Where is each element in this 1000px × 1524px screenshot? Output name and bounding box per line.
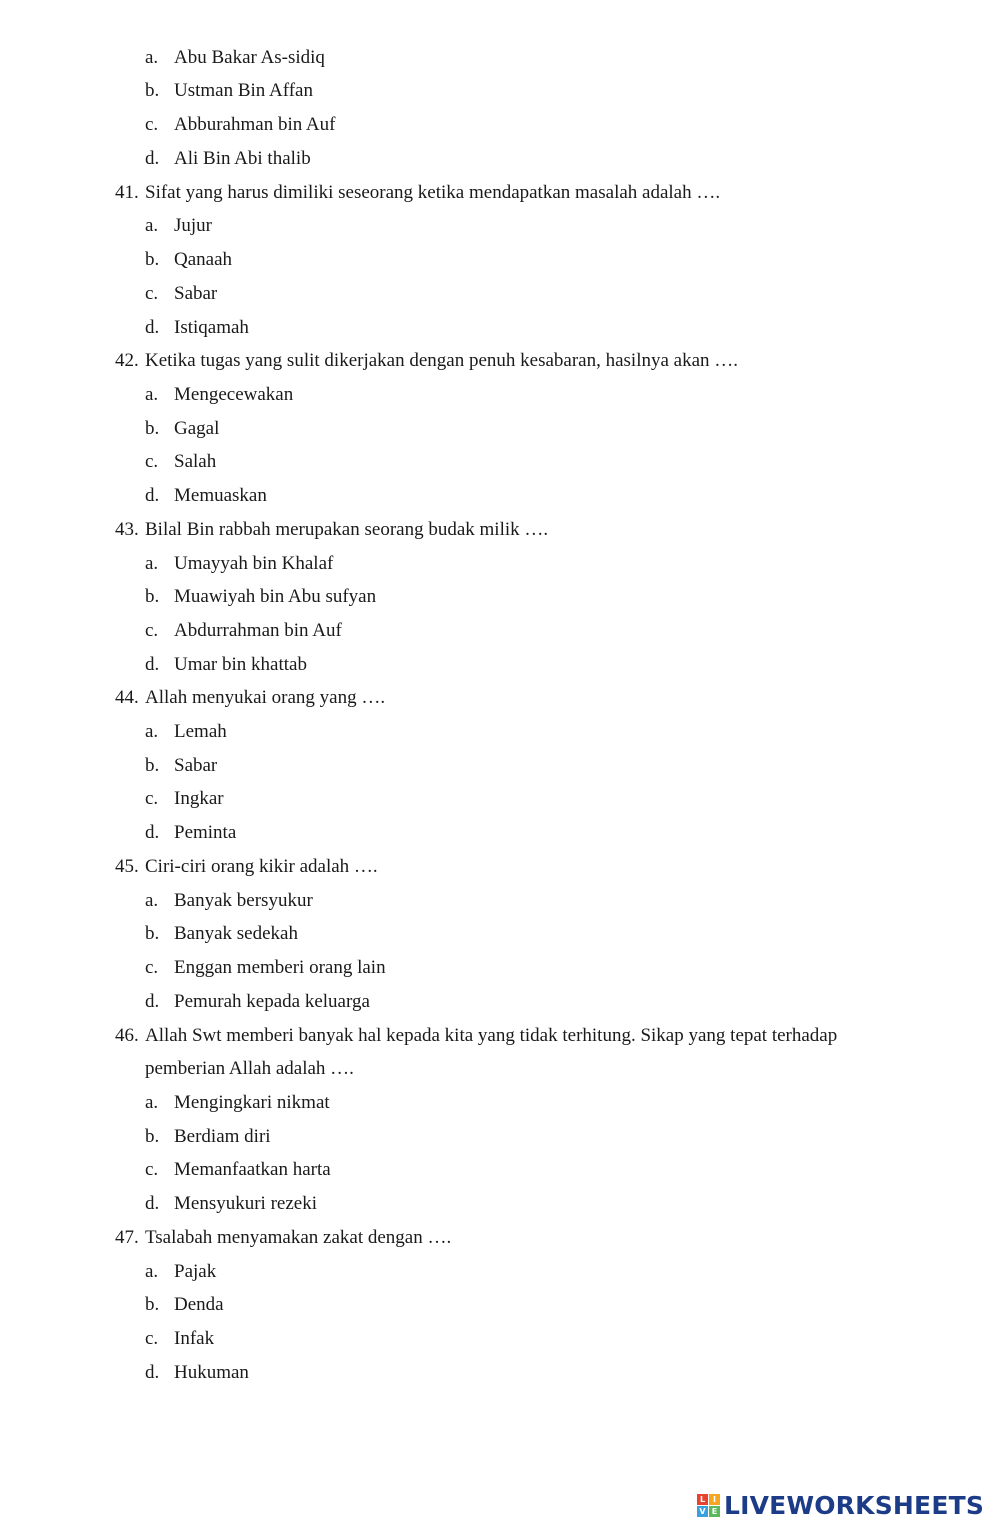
question-text: Ciri-ciri orang kikir adalah ….	[145, 856, 378, 877]
option-text: Umar bin khattab	[174, 654, 307, 675]
option-text: Enggan memberi orang lain	[174, 957, 386, 978]
option-text: Memanfaatkan harta	[174, 1159, 331, 1180]
option-letter: c.	[145, 451, 159, 472]
option-text: Mengecewakan	[174, 384, 294, 405]
option-letter: b.	[145, 755, 160, 776]
question-text-continuation: pemberian Allah adalah ….	[145, 1058, 354, 1079]
option-letter: b.	[145, 418, 160, 439]
option-text: Qanaah	[174, 249, 233, 270]
option-text: Abburahman bin Auf	[174, 114, 336, 135]
question-number: 45.	[115, 856, 139, 877]
option-letter: b.	[145, 1294, 160, 1315]
option-letter: a.	[145, 47, 159, 68]
option-text: Memuaskan	[174, 485, 267, 506]
option-letter: a.	[145, 890, 159, 911]
option-letter: c.	[145, 283, 159, 304]
option-letter: d.	[145, 1193, 160, 1214]
option-text: Salah	[174, 451, 217, 472]
option-text: Pajak	[174, 1261, 217, 1282]
option-letter: c.	[145, 1159, 159, 1180]
option-text: Mengingkari nikmat	[174, 1092, 330, 1113]
logo-tile: L	[697, 1494, 708, 1505]
option-letter: c.	[145, 620, 159, 641]
option-text: Infak	[174, 1328, 215, 1349]
option-text: Banyak sedekah	[174, 923, 298, 944]
option-text: Muawiyah bin Abu sufyan	[174, 586, 377, 607]
option-text: Jujur	[174, 215, 212, 236]
question-number: 47.	[115, 1227, 139, 1248]
option-letter: d.	[145, 1362, 160, 1383]
option-letter: b.	[145, 586, 160, 607]
option-letter: b.	[145, 923, 160, 944]
option-text: Hukuman	[174, 1362, 249, 1383]
question-number: 44.	[115, 687, 139, 708]
option-text: Denda	[174, 1294, 224, 1315]
option-letter: c.	[145, 1328, 159, 1349]
option-text: Berdiam diri	[174, 1126, 271, 1147]
option-letter: a.	[145, 553, 159, 574]
option-text: Banyak bersyukur	[174, 890, 313, 911]
option-letter: a.	[145, 1261, 159, 1282]
logo-tile: V	[697, 1506, 708, 1517]
option-text: Umayyah bin Khalaf	[174, 553, 334, 574]
option-letter: d.	[145, 654, 160, 675]
option-letter: c.	[145, 788, 159, 809]
question-text: Bilal Bin rabbah merupakan seorang budak milik ….	[145, 519, 549, 540]
question-number: 43.	[115, 519, 139, 540]
option-letter: c.	[145, 957, 159, 978]
option-letter: b.	[145, 249, 160, 270]
option-letter: a.	[145, 721, 159, 742]
option-letter: d.	[145, 317, 160, 338]
option-text: Abu Bakar As-sidiq	[174, 47, 325, 68]
question-text: Allah menyukai orang yang ….	[145, 687, 386, 708]
logo-tile: E	[709, 1506, 720, 1517]
option-letter: d.	[145, 485, 160, 506]
option-letter: a.	[145, 1092, 159, 1113]
option-letter: d.	[145, 148, 160, 169]
option-letter: a.	[145, 384, 159, 405]
question-number: 42.	[115, 350, 139, 371]
option-text: Sabar	[174, 755, 218, 776]
option-text: Ingkar	[174, 788, 224, 809]
option-text: Abdurrahman bin Auf	[174, 620, 342, 641]
question-text: Ketika tugas yang sulit dikerjakan dengan penuh kesabaran, hasilnya akan ….	[145, 350, 739, 371]
question-text: Sifat yang harus dimiliki seseorang ketika mendapatkan masalah adalah ….	[145, 182, 721, 203]
question-number: 46.	[115, 1025, 139, 1046]
liveworksheets-watermark	[697, 1488, 984, 1522]
option-letter: c.	[145, 114, 159, 135]
option-text: Sabar	[174, 283, 218, 304]
option-letter: d.	[145, 822, 160, 843]
option-text: Peminta	[174, 822, 237, 843]
option-letter: b.	[145, 80, 160, 101]
liveworksheets-logo-icon	[697, 1494, 720, 1517]
option-text: Lemah	[174, 721, 227, 742]
option-text: Mensyukuri rezeki	[174, 1193, 317, 1214]
option-letter: a.	[145, 215, 159, 236]
option-text: Pemurah kepada keluarga	[174, 991, 370, 1012]
option-text: Ali Bin Abi thalib	[174, 148, 311, 169]
option-text: Ustman Bin Affan	[174, 80, 313, 101]
option-letter: b.	[145, 1126, 160, 1147]
logo-tile: I	[709, 1494, 720, 1505]
option-letter: d.	[145, 991, 160, 1012]
question-number: 41.	[115, 182, 139, 203]
question-text: Allah Swt memberi banyak hal kepada kita yang tidak terhitung. Sikap yang tepat terhadap	[145, 1025, 838, 1046]
option-text: Istiqamah	[174, 317, 249, 338]
option-text: Gagal	[174, 418, 220, 439]
question-text: Tsalabah menyamakan zakat dengan ….	[145, 1227, 452, 1248]
liveworksheets-wordmark: LIVEWORKSHEETS	[724, 1490, 985, 1520]
